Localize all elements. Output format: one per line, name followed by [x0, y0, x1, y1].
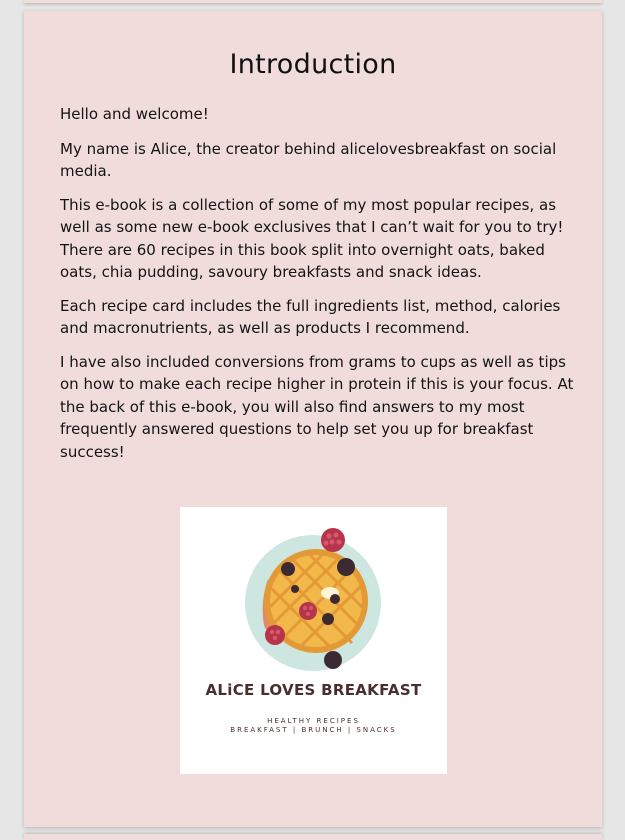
paragraph-about-author: My name is Alice, the creator behind alicelovesbreakfast on social media.: [60, 139, 557, 180]
paragraph-greeting: Hello and welcome!: [60, 105, 209, 123]
brand-logo: [180, 507, 447, 774]
intro-text: [60, 103, 580, 474]
tagline-healthy-recipes: HEALTHY RECIPES: [267, 717, 360, 725]
tagline-meal-categories: BREAKFAST | BRUNCH | SNACKS: [230, 726, 397, 734]
brand-name: ALiCE LOVES BREAKFAST: [205, 681, 422, 699]
previous-page-edge: [24, 0, 602, 3]
paragraph-conversions: I have also included conversions from grams to cups as well as tips on how to make each recipe higher in protein if this is your focus. At the back of this e-book, you will also find answers to my most frequently answered questions to help set you up for breakfast success!: [60, 352, 574, 461]
paragraph-about-book: This e-book is a collection of some of my most popular recipes, as well as some new e-book exclusives that I can’t wait for you to try! There are 60 recipes in this book split into overnight oats, baked oats, chia pudding, savoury breakfasts and snack ideas.: [60, 195, 564, 281]
waffle-berries-icon: [180, 507, 447, 677]
next-page-edge: [24, 834, 602, 840]
page-title: Introduction: [229, 49, 397, 80]
paragraph-recipe-card: Each recipe card includes the full ingredients list, method, calories and macronutrients, as well as products I recommend.: [60, 296, 561, 337]
document-page: [24, 11, 602, 827]
